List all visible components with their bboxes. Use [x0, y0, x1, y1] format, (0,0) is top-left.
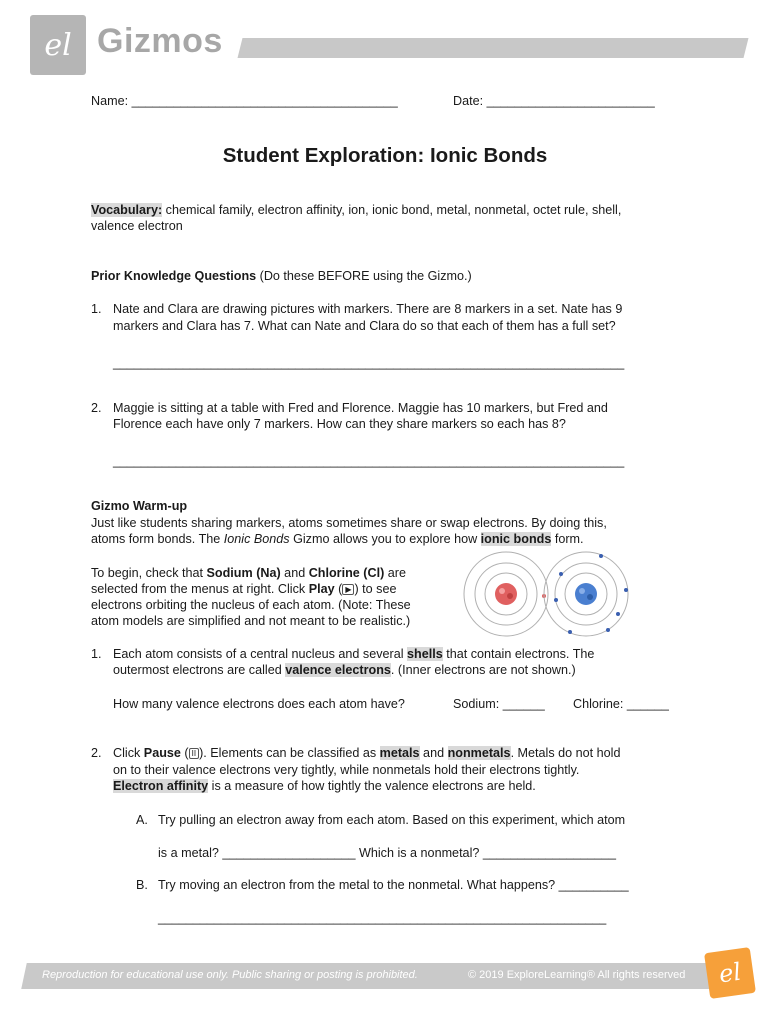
warmup-q2-line-2: on to their valence electrons very tightly, while nonmetals hold their electrons tightly.: [113, 763, 580, 777]
warmup-p1-line-2: [91, 531, 584, 547]
warmup-qa-line-1: [136, 812, 625, 828]
highlight-ionic-bonds: ionic bonds: [480, 532, 552, 546]
chlorine-nucleus: [575, 583, 597, 605]
warmup-qb-answer-line: ________________________________________________________________: [158, 911, 607, 925]
brand-name: Gizmos: [97, 22, 223, 60]
text: . Metals do not hold: [510, 746, 621, 760]
text: Each atom consists of a central nucleus and several: [113, 647, 408, 661]
name-field: Name: ______________________________________: [91, 94, 398, 108]
play-bold: Play: [308, 582, 335, 596]
text: that contain electrons. The: [442, 647, 595, 661]
prior-heading-note: (Do these BEFORE using the Gizmo.): [256, 269, 472, 283]
warmup-p2-line-2: [91, 581, 396, 597]
prior-knowledge-heading: [91, 268, 472, 284]
prior-q2-line-1: [91, 400, 608, 416]
prior-heading-bold: Prior Knowledge Questions: [91, 269, 257, 283]
highlight-nonmetals: nonmetals: [447, 746, 511, 760]
question-number: 2.: [91, 746, 102, 760]
gizmos-logo: [30, 15, 86, 75]
warmup-q2-line-1: [91, 745, 620, 761]
warmup-q1-line-2: [113, 662, 576, 678]
logo-glyph: el: [44, 27, 72, 63]
question-number: 1.: [91, 302, 102, 316]
pause-icon: II: [189, 748, 199, 759]
text: ). Elements can be classified as: [199, 746, 380, 760]
text: Gizmo allows you to explore how: [289, 532, 481, 546]
question-text: Maggie is sitting at a table with Fred and Florence. Maggie has 10 markers, but Fred and: [113, 401, 608, 415]
chlorine-answer: Chlorine: ______: [573, 697, 669, 711]
text: . (Inner electrons are not shown.): [390, 663, 576, 677]
warmup-q1-ask: How many valence electrons does each atom have?: [113, 697, 405, 711]
text: (: [334, 582, 343, 596]
prior-q2-answer-line: _________________________________________________________________________: [113, 454, 625, 468]
warmup-qa-line-2: is a metal? ___________________ Which is a nonmetal? ___________________: [158, 846, 616, 860]
warmup-p2-line-3: electrons orbiting the nucleus of each atom. (Note: These: [91, 598, 411, 612]
subquestion-label: B.: [136, 878, 148, 892]
warmup-q1-line-1: [91, 646, 594, 662]
pause-bold: Pause: [143, 746, 181, 760]
question-number: 2.: [91, 401, 102, 415]
page-title: Student Exploration: Ionic Bonds: [222, 144, 548, 167]
text: outermost electrons are called: [113, 663, 286, 677]
header-band: [238, 38, 749, 58]
logo-glyph: el: [717, 957, 743, 989]
vocabulary-line-2: valence electron: [91, 219, 183, 233]
text: (: [180, 746, 189, 760]
sodium-atom: [464, 552, 548, 636]
vocabulary-label: Vocabulary:: [91, 203, 163, 217]
vocabulary-terms: chemical family, electron affinity, ion, ionic bond, metal, nonmetal, octet rule, shell,: [162, 203, 622, 217]
text: and: [280, 566, 309, 580]
highlight-electron-affinity: Electron affinity: [113, 779, 209, 793]
prior-q1-answer-line: _________________________________________________________________________: [113, 356, 625, 370]
prior-q2-line-2: Florence each have only 7 markers. How can they share markers so each has 8?: [113, 417, 566, 431]
vocabulary-line-1: [91, 202, 621, 218]
text: Click: [113, 746, 144, 760]
sodium-nucleus: [495, 583, 517, 605]
subquestion-label: A.: [136, 813, 148, 827]
question-number: 1.: [91, 647, 102, 661]
chlorine-bold: Chlorine (Cl): [308, 566, 385, 580]
footer-copyright: © 2019 ExploreLearning® All rights reserved: [468, 969, 686, 981]
text: To begin, check that: [91, 566, 207, 580]
text: selected from the menus at right. Click: [91, 582, 309, 596]
text: are: [384, 566, 406, 580]
text: Try moving an electron from the metal to the nonmetal. What happens? __________: [158, 878, 629, 892]
text: Try pulling an electron away from each atom. Based on this experiment, which atom: [158, 813, 626, 827]
sodium-bold: Sodium (Na): [206, 566, 281, 580]
chlorine-atom: [544, 552, 628, 636]
atom-models-image: [458, 550, 658, 640]
text: atoms form bonds. The: [91, 532, 224, 546]
warmup-qb-line-1: [136, 877, 629, 893]
gizmo-name: Ionic Bonds: [223, 532, 290, 546]
play-icon: ▶: [342, 584, 354, 595]
highlight-valence-electrons: valence electrons: [285, 663, 391, 677]
text: ) to see: [354, 582, 397, 596]
warmup-p2-line-4: atom models are simplified and not meant to be realistic.): [91, 614, 411, 628]
warmup-q2-line-3: [113, 778, 536, 794]
question-text: Nate and Clara are drawing pictures with markers. There are 8 markers in a set. Nate has 9: [113, 302, 623, 316]
prior-q1-line-1: [91, 301, 622, 317]
text: and: [419, 746, 448, 760]
text: is a measure of how tightly the valence electrons are held.: [208, 779, 536, 793]
text: form.: [551, 532, 584, 546]
prior-q1-line-2: markers and Clara has 7. What can Nate and Clara do so that each of them has a full set?: [113, 319, 616, 333]
warmup-p2-line-1: [91, 565, 406, 581]
date-field: Date: ________________________: [453, 94, 655, 108]
explorelearning-logo: [704, 947, 756, 999]
sodium-answer: Sodium: ______: [453, 697, 545, 711]
warmup-p1-line-1: Just like students sharing markers, atoms sometimes share or swap electrons. By doing this,: [91, 516, 607, 530]
footer-notice: Reproduction for educational use only. Public sharing or posting is prohibited.: [42, 969, 418, 981]
warmup-heading: Gizmo Warm-up: [91, 499, 188, 513]
highlight-shells: shells: [407, 647, 443, 661]
highlight-metals: metals: [379, 746, 420, 760]
